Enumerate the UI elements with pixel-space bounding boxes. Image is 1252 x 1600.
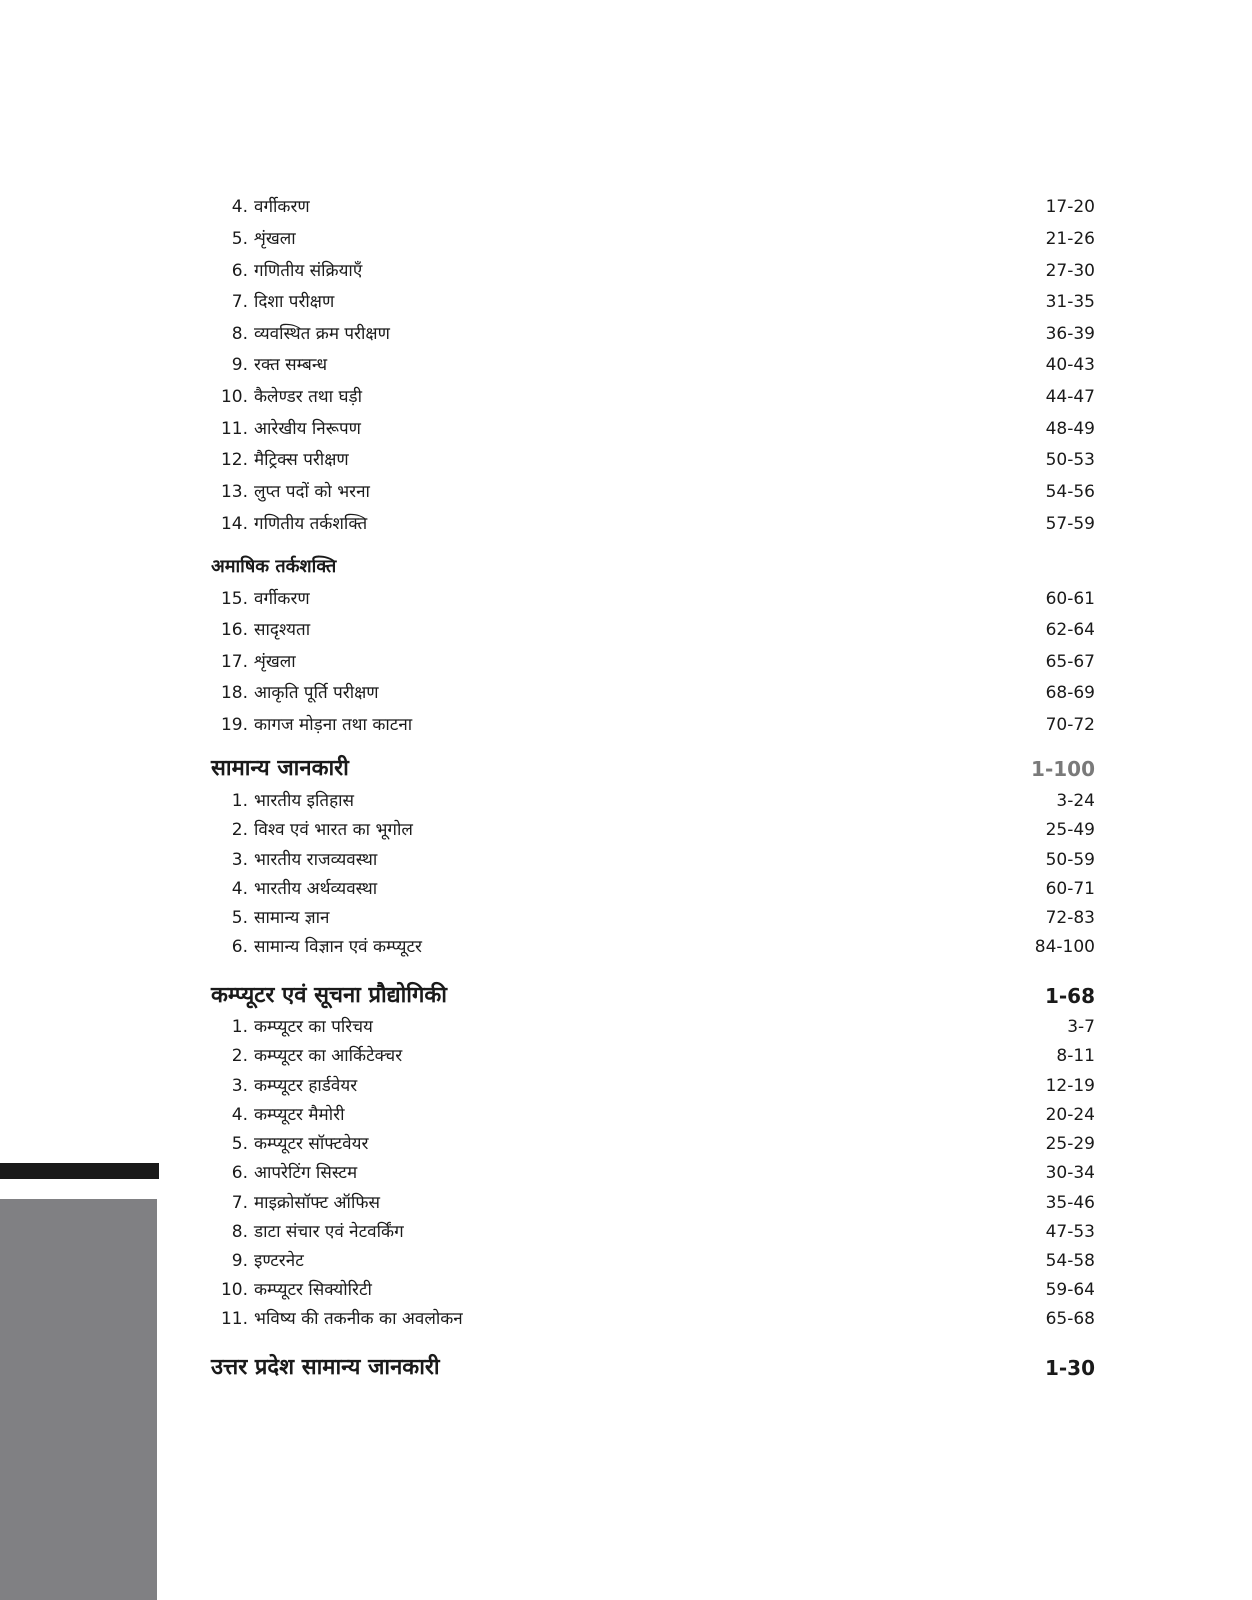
toc-entry[interactable] [0,445,1252,475]
entry-number: 5. [231,1134,248,1154]
entry-pages: 59-64 [1045,1280,1095,1300]
entry-title: रक्त सम्बन्ध [254,355,328,375]
entry-pages: 40-43 [1045,355,1095,375]
entry-pages: 31-35 [1045,292,1095,312]
entry-pages: 60-61 [1045,589,1095,609]
entry-pages: 8-11 [1056,1046,1095,1066]
entry-title: भारतीय राजव्यवस्था [254,850,378,870]
toc-entry[interactable] [0,615,1252,645]
entry-title: दिशा परीक्षण [254,292,335,312]
entry-number: 2. [231,820,248,840]
entry-title: डाटा संचार एवं नेटवर्किंग [254,1222,404,1242]
entry-number: 13. [220,482,248,502]
section-title: सामान्य जानकारी [211,756,349,781]
toc-entry[interactable] [0,509,1252,539]
entry-number: 6. [231,261,248,281]
entry-title: इण्टरनेट [254,1251,304,1271]
entry-title: कम्प्यूटर का आर्किटेक्चर [254,1046,403,1066]
toc-entry[interactable] [0,678,1252,708]
entry-pages: 68-69 [1045,683,1095,703]
entry-pages: 17-20 [1045,197,1095,217]
toc-entry[interactable] [0,710,1252,740]
entry-number: 9. [231,355,248,375]
entry-title: आपरेटिंग सिस्टम [254,1163,358,1183]
toc-entry[interactable] [0,1071,1252,1101]
entry-pages: 47-53 [1045,1222,1095,1242]
section-title: कम्प्यूटर एवं सूचना प्रौद्योगिकी [211,983,447,1008]
entry-pages: 65-68 [1045,1309,1095,1329]
entry-number: 18. [220,683,248,703]
section-pages: 1-100 [1031,757,1095,781]
entry-number: 4. [231,197,248,217]
entry-number: 3. [231,850,248,870]
entry-number: 6. [231,937,248,957]
section-heading-general-knowledge[interactable] [0,751,1252,787]
entry-title: गणितीय तर्कशक्ति [254,514,368,534]
entry-number: 8. [231,1222,248,1242]
entry-title: कम्प्यूटर हार्डवेयर [254,1076,358,1096]
entry-number: 1. [231,791,248,811]
entry-pages: 50-59 [1045,850,1095,870]
section-pages: 1-30 [1044,1356,1095,1380]
toc-entry[interactable] [0,932,1252,962]
toc-entry[interactable] [0,319,1252,349]
entry-pages: 21-26 [1045,229,1095,249]
entry-title: व्यवस्थित क्रम परीक्षण [254,324,390,344]
entry-number: 1. [231,1017,248,1037]
entry-number: 8. [231,324,248,344]
section-title: उत्तर प्रदेश सामान्य जानकारी [211,1355,440,1380]
entry-title: शृंखला [254,652,296,672]
entry-pages: 54-56 [1045,482,1095,502]
entry-number: 11. [220,419,248,439]
entry-title: शृंखला [254,229,296,249]
entry-title: लुप्त पदों को भरना [254,482,370,502]
entry-number: 12. [220,450,248,470]
entry-title: वर्गीकरण [254,197,310,217]
entry-pages: 50-53 [1045,450,1095,470]
entry-title: भविष्य की तकनीक का अवलोकन [254,1309,463,1329]
entry-number: 17. [220,652,248,672]
toc-entry[interactable] [0,815,1252,845]
toc-entry[interactable] [0,1100,1252,1130]
entry-title: आकृति पूर्ति परीक्षण [254,683,379,703]
entry-pages: 3-7 [1067,1017,1095,1037]
entry-pages: 84-100 [1034,937,1095,957]
entry-number: 19. [220,715,248,735]
entry-number: 6. [231,1163,248,1183]
entry-number: 7. [231,292,248,312]
entry-title: भारतीय अर्थव्यवस्था [254,879,378,899]
entry-title: कागज मोड़ना तथा काटना [254,715,413,735]
entry-pages: 35-46 [1045,1193,1095,1213]
entry-number: 4. [231,1105,248,1125]
toc-entry[interactable] [0,1275,1252,1305]
entry-number: 3. [231,1076,248,1096]
toc-entry[interactable] [0,1217,1252,1247]
entry-title: आरेखीय निरूपण [254,419,361,439]
entry-title: भारतीय इतिहास [254,791,355,811]
entry-pages: 25-49 [1045,820,1095,840]
toc-entry[interactable] [0,1158,1252,1188]
toc-entry[interactable] [0,1304,1252,1334]
toc-entry[interactable] [0,256,1252,286]
toc-entry[interactable] [0,287,1252,317]
entry-number: 7. [231,1193,248,1213]
entry-number: 16. [220,620,248,640]
toc-entry[interactable] [0,903,1252,933]
toc-entry[interactable] [0,1041,1252,1071]
entry-number: 14. [220,514,248,534]
entry-pages: 3-24 [1056,791,1095,811]
toc-entry[interactable] [0,382,1252,412]
toc-entry[interactable] [0,874,1252,904]
entry-number: 4. [231,879,248,899]
toc-entry[interactable] [0,477,1252,507]
entry-pages: 57-59 [1045,514,1095,534]
toc-entry[interactable] [0,224,1252,254]
entry-number: 9. [231,1251,248,1271]
entry-pages: 72-83 [1045,908,1095,928]
entry-pages: 54-58 [1045,1251,1095,1271]
toc-entry[interactable] [0,1188,1252,1218]
entry-title: गणितीय संक्रियाएँ [254,261,363,281]
entry-pages: 65-67 [1045,652,1095,672]
entry-number: 2. [231,1046,248,1066]
entry-pages: 12-19 [1045,1076,1095,1096]
entry-pages: 60-71 [1045,879,1095,899]
entry-title: कम्प्यूटर सिक्योरिटी [254,1280,372,1300]
entry-number: 10. [220,1280,248,1300]
toc-entry[interactable] [0,350,1252,380]
entry-pages: 62-64 [1045,620,1095,640]
entry-pages: 20-24 [1045,1105,1095,1125]
entry-title: माइक्रोसॉफ्ट ऑफिस [254,1193,380,1213]
entry-pages: 70-72 [1045,715,1095,735]
entry-title: कैलेण्डर तथा घड़ी [254,387,363,407]
entry-pages: 44-47 [1045,387,1095,407]
entry-number: 5. [231,908,248,928]
toc-entry[interactable] [0,192,1252,222]
toc-entry[interactable] [0,584,1252,614]
entry-number: 15. [220,589,248,609]
entry-pages: 27-30 [1045,261,1095,281]
subsection-heading: अमाषिक तर्कशक्ति [211,556,337,577]
section-pages: 1-68 [1044,984,1095,1008]
section-heading-up-gk[interactable] [0,1350,1252,1386]
toc-entry[interactable] [0,414,1252,444]
entry-title: वर्गीकरण [254,589,310,609]
entry-number: 11. [220,1309,248,1329]
entry-pages: 36-39 [1045,324,1095,344]
toc-entry[interactable] [0,647,1252,677]
entry-title: कम्प्यूटर मैमोरी [254,1105,345,1125]
toc-entry[interactable] [0,1246,1252,1276]
entry-title: कम्प्यूटर सॉफ्टवेयर [254,1134,369,1154]
entry-number: 10. [220,387,248,407]
entry-number: 5. [231,229,248,249]
entry-title: सामान्य विज्ञान एवं कम्प्यूटर [254,937,422,957]
entry-title: कम्प्यूटर का परिचय [254,1017,373,1037]
entry-pages: 48-49 [1045,419,1095,439]
entry-pages: 30-34 [1045,1163,1095,1183]
toc-entry[interactable] [0,786,1252,816]
toc-entry[interactable] [0,1012,1252,1042]
entry-title: विश्व एवं भारत का भूगोल [254,820,413,840]
section-heading-computer[interactable] [0,978,1252,1014]
toc-entry[interactable] [0,845,1252,875]
entry-pages: 25-29 [1045,1134,1095,1154]
entry-title: सादृश्यता [254,620,311,640]
entry-title: मैट्रिक्स परीक्षण [254,450,349,470]
toc-entry[interactable] [0,1129,1252,1159]
entry-title: सामान्य ज्ञान [254,908,330,928]
